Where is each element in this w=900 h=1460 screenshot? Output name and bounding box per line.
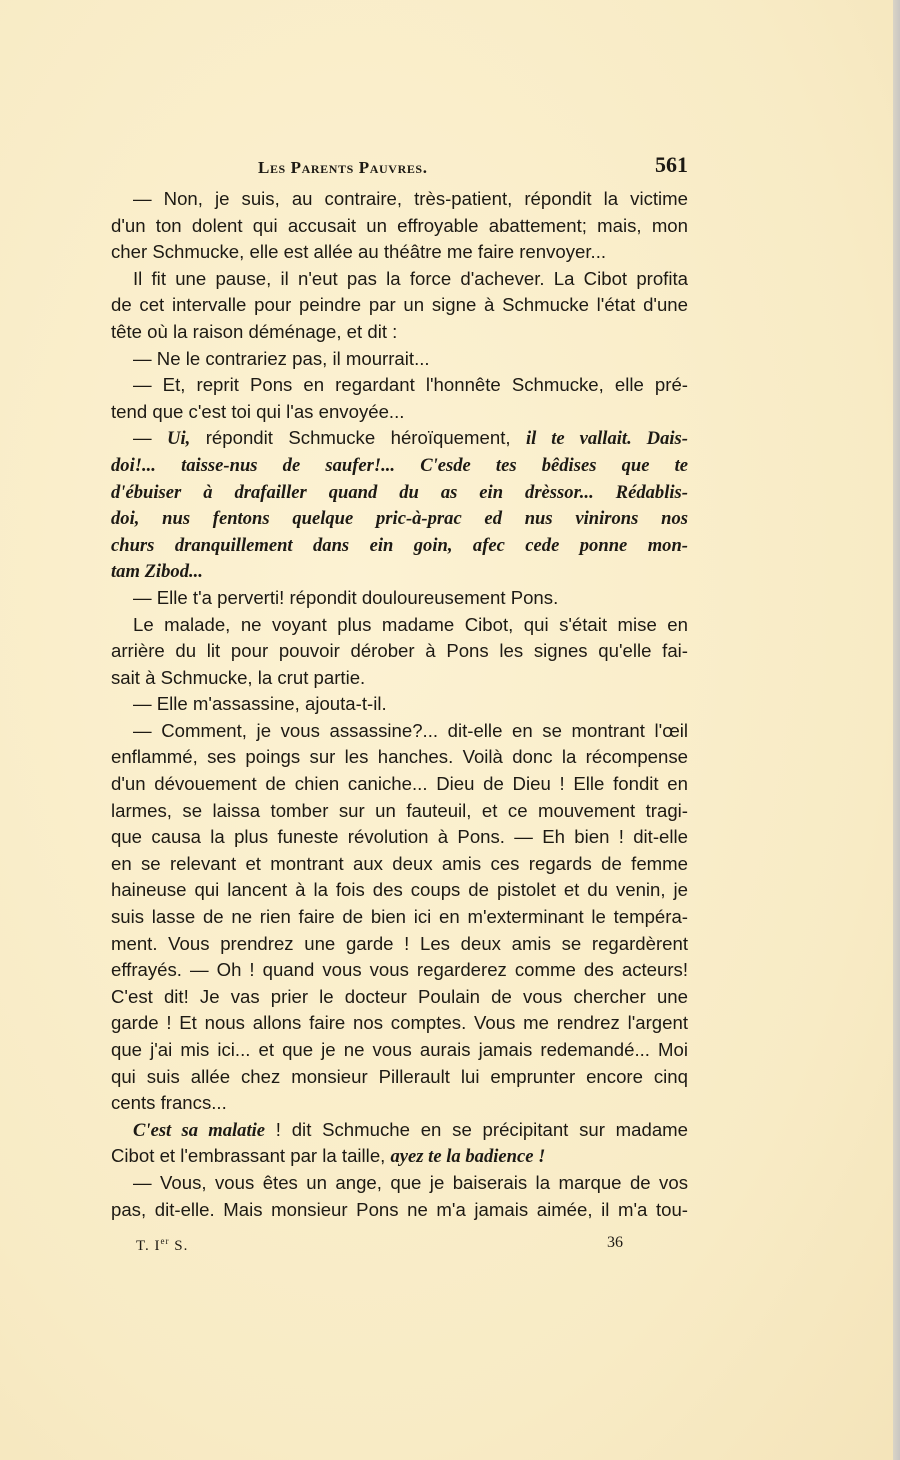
text-line: en se relevant et montrant aux deux amis ces regards de femme — [111, 852, 688, 874]
text-line: Le malade, ne voyant plus madame Cibot, qui s'était mise en — [133, 613, 688, 635]
text-line: garde ! Et nous allons faire nos comptes. Vous me rendrez l'argent — [111, 1012, 688, 1034]
italic-dialect-text: doi, nus fentons quelque pric-à-prac ed nus vinirons nos — [111, 508, 688, 530]
text-run: répondit Schmucke héroïquement, — [190, 427, 526, 449]
italic-dialect-text: churs dranquillement dans ein goin, afec cede ponne mon- — [111, 534, 688, 556]
text-line: sait à Schmucke, la crut partie. — [111, 666, 366, 688]
text-line: — Et, reprit Pons en regardant l'honnête Schmucke, elle pré- — [133, 374, 688, 396]
text-line: enflammé, ses poings sur les hanches. Voilà donc la récompense — [111, 746, 688, 768]
text-line: — Elle t'a perverti! répondit douloureusement Pons. — [133, 586, 559, 608]
text-line: — Non, je suis, au contraire, très-patient, répondit la victime — [133, 188, 688, 209]
italic-dialect-text: Ui, — [167, 428, 191, 450]
text-line: tête où la raison déménage, et dit : — [111, 320, 398, 342]
text-line: suis lasse de ne rien faire de bien ici en m'exterminant le tempéra- — [111, 906, 688, 928]
text-line: que j'ai mis ici... et que je ne vous aurais jamais redemandé... Moi — [111, 1039, 688, 1060]
text-line: cents francs... — [111, 1092, 227, 1114]
text-line: pas, dit-elle. Mais monsieur Pons ne m'a jamais aimée, il m'a tou- — [111, 1198, 688, 1220]
text-line — [111, 479, 688, 506]
text-line: d'un dévouement de chien caniche... Dieu de Dieu ! Elle fondit en — [111, 773, 688, 795]
text-line: qui suis allée chez monsieur Pillerault lui emprunter encore cinq — [111, 1065, 688, 1087]
text-line: C'est dit! Je vas prier le docteur Poulain de vous chercher une — [111, 985, 688, 1007]
text-run: ! dit Schmuche en se précipitant sur madame — [265, 1118, 689, 1140]
italic-dialect-text: C'est sa malatie — [133, 1119, 266, 1141]
text-line: Il fit une pause, il n'eut pas la force d'achever. La Cibot profita — [133, 267, 688, 289]
body-text — [111, 186, 688, 1223]
text-line: d'un ton dolent qui accusait un effroyable abattement; mais, mon — [111, 214, 688, 236]
printer-signature — [136, 1236, 188, 1255]
italic-dialect-text: tam Zibod... — [111, 561, 203, 583]
text-line: — Elle m'assassine, ajouta-t-il. — [133, 693, 387, 715]
text-run: — — [133, 427, 168, 449]
text-line: — Vous, vous êtes un ange, que je baiserais la marque de vos — [133, 1171, 688, 1193]
text-line: de cet intervalle pour peindre par un signe à Schmucke l'état d'une — [111, 294, 688, 316]
signature-series: S. — [169, 1238, 189, 1254]
italic-dialect-text: il te vallait. Dais- — [525, 428, 688, 450]
text-line — [111, 1117, 688, 1144]
text-line: arrière du lit pour pouvoir dérober à Pons les signes qu'elle fai- — [111, 640, 688, 662]
text-line — [111, 558, 688, 585]
text-line: haineuse qui lancent à la fois des coups de pistolet et du venin, je — [111, 879, 688, 901]
text-line: tend que c'est toi qui l'as envoyée... — [111, 400, 405, 422]
text-line — [111, 425, 688, 452]
scan-edge — [893, 0, 900, 1460]
text-line: que causa la plus funeste révolution à Pons. — Eh bien ! dit-elle — [111, 826, 688, 848]
text-line: — Comment, je vous assassine?... dit-elle en se montrant l'œil — [133, 719, 688, 741]
text-line — [111, 452, 688, 479]
page-footer — [111, 1232, 688, 1256]
text-line: — Ne le contrariez pas, il mourrait... — [133, 347, 430, 369]
text-line: cher Schmucke, elle est allée au théâtre me faire renvoyer... — [111, 241, 607, 263]
text-line — [111, 505, 688, 532]
italic-dialect-text: d'ébuiser à drafailler quand du as ein drèssor... Rédablis- — [111, 481, 688, 503]
signature-volume: T. I — [136, 1238, 161, 1254]
text-line — [111, 1143, 688, 1170]
text-line: effrayés. — Oh ! quand vous vous regarderez comme des acteurs! — [111, 959, 688, 981]
signature-superscript: er — [160, 1236, 170, 1246]
italic-dialect-text: ayez te la badience ! — [390, 1146, 546, 1168]
sheet-number: 36 — [607, 1234, 623, 1251]
text-line: larmes, se laissa tomber sur un fauteuil, et ce mouvement tragi- — [111, 799, 688, 821]
text-line: ment. Vous prendrez une garde ! Les deux amis se regardèrent — [111, 932, 688, 954]
text-line — [111, 532, 688, 559]
text-run: Cibot et l'embrassant par la taille, — [111, 1145, 391, 1167]
italic-dialect-text: doi!... taisse-nus de saufer!... C'esde tes bêdises que te — [111, 454, 688, 476]
page-header — [111, 152, 688, 182]
running-title: Les Parents Pauvres. — [258, 158, 428, 177]
page-number: 561 — [655, 152, 688, 177]
